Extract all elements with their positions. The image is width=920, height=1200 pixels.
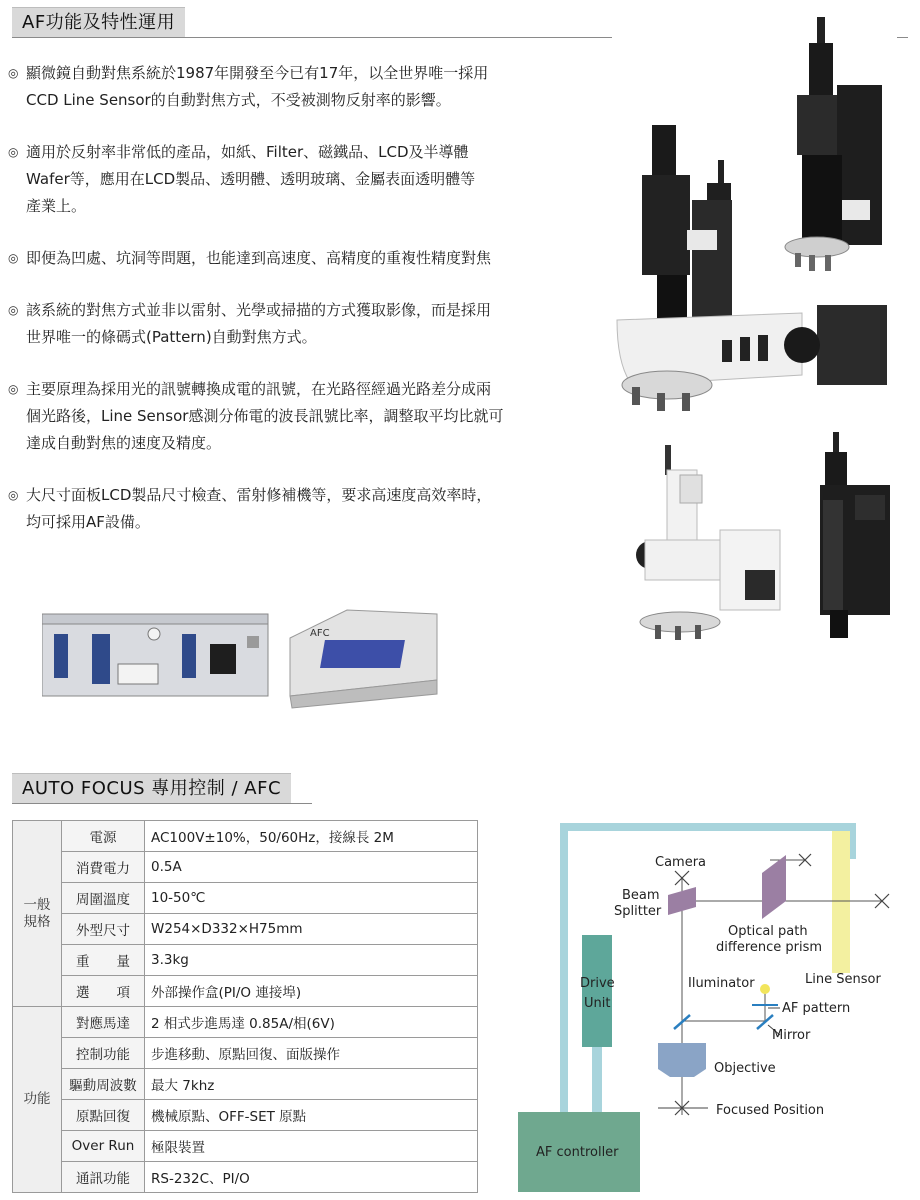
controller-label: AFC <box>310 628 330 639</box>
focused-position-label: Focused Position <box>716 1103 825 1118</box>
spec-group-label: 一般 規格 <box>13 821 62 1007</box>
beam-splitter <box>668 887 696 915</box>
spec-row <box>13 883 478 914</box>
feature-bullet <box>8 297 598 351</box>
drive-unit <box>582 935 612 1047</box>
spec-row <box>13 1069 478 1100</box>
spec-label: 消費電力 <box>62 852 145 883</box>
drive-unit-label-2: Unit <box>584 996 611 1011</box>
feature-bullet-text: 該系統的對焦方式並非以雷射、光學或掃描的方式獲取影像，而是採用 世界唯一的條碼式(Pattern)自動對焦方式。 <box>26 301 492 346</box>
microscope-photo-top <box>612 15 897 415</box>
beam-splitter-label-2: Splitter <box>614 904 662 919</box>
controller-photo <box>42 600 442 712</box>
iluminator-label: Iluminator <box>688 976 755 991</box>
spec-label: 選 項 <box>62 976 145 1007</box>
spec-value: W254×D332×H75mm <box>145 914 478 945</box>
drive-unit-label-1: Drive <box>580 976 615 991</box>
optical-path-prism <box>762 855 786 919</box>
af-controller-label: AF controller <box>536 1145 619 1160</box>
section-divider <box>12 803 312 804</box>
spec-value: RS-232C、PI/O <box>145 1162 478 1193</box>
spec-label: 控制功能 <box>62 1038 145 1069</box>
spec-value: 2 相式步進馬達 0.85A/相(6V) <box>145 1007 478 1038</box>
feature-bullet-text: 主要原理為採用光的訊號轉換成電的訊號，在光路徑經過光路差分成兩 個光路後，Line Sensor感測分佈電的波長訊號比率，調整取平均比就可 達成自動對焦的速度及精度。 <box>26 380 504 452</box>
feature-bullet <box>8 139 598 220</box>
objective-label: Objective <box>714 1061 776 1076</box>
bullet-marker-icon: ◎ <box>8 145 19 159</box>
spec-row <box>13 945 478 976</box>
spec-row <box>13 1100 478 1131</box>
spec-label: 通訊功能 <box>62 1162 145 1193</box>
spec-table <box>12 820 478 1193</box>
feature-list <box>8 60 598 561</box>
feature-bullet-text: 即便為凹處、坑洞等問題，也能達到高速度、高精度的重複性精度對焦 <box>26 249 492 267</box>
frame-top <box>560 823 850 831</box>
spec-label: 原點回復 <box>62 1100 145 1131</box>
optical-path-label-1: Optical path <box>728 924 808 939</box>
spec-row <box>13 976 478 1007</box>
spec-row <box>13 914 478 945</box>
bullet-marker-icon: ◎ <box>8 382 19 396</box>
bullet-marker-icon: ◎ <box>8 251 19 265</box>
feature-bullet <box>8 376 598 457</box>
spec-value: 機械原點、OFF-SET 原點 <box>145 1100 478 1131</box>
feature-bullet <box>8 482 598 536</box>
line-sensor-bar <box>832 831 850 973</box>
spec-group-label: 功能 <box>13 1007 62 1193</box>
section-title-text: AF功能及特性運用 <box>22 12 176 33</box>
af-pattern-label: AF pattern <box>782 1001 851 1016</box>
feature-bullet-text: 顯微鏡自動對焦系統於1987年開發至今已有17年，以全世界唯一採用 CCD Line Sensor的自動對焦方式，不受被測物反射率的影響。 <box>26 64 489 109</box>
section-title-afc <box>12 773 291 804</box>
spec-value: 0.5A <box>145 852 478 883</box>
bullet-marker-icon: ◎ <box>8 66 19 80</box>
section-title-text: AUTO FOCUS 專用控制 / AFC <box>22 778 282 799</box>
spec-label: 周圍溫度 <box>62 883 145 914</box>
feature-bullet-text: 適用於反射率非常低的產品，如紙、Filter、磁鐵品、LCD及半導體 Wafer等，應用在LCD製品、透明體、透明玻璃、金屬表面透明體等 產業上。 <box>26 143 476 215</box>
line-sensor-label: Line Sensor <box>805 972 881 987</box>
objective-lens <box>658 1043 706 1077</box>
spec-value: 3.3kg <box>145 945 478 976</box>
af-optical-diagram <box>510 815 912 1197</box>
mirror-label: Mirror <box>772 1028 811 1043</box>
spec-label: 外型尺寸 <box>62 914 145 945</box>
spec-row <box>13 1131 478 1162</box>
spec-label: Over Run <box>62 1131 145 1162</box>
spec-value: 外部操作盒(PI/O 連接埠) <box>145 976 478 1007</box>
optical-path-label-2: difference prism <box>716 940 823 955</box>
bullet-marker-icon: ◎ <box>8 303 19 317</box>
microscope-photo-bottom <box>625 430 895 645</box>
frame-left <box>560 823 568 1113</box>
feature-bullet <box>8 60 598 114</box>
spec-row <box>13 852 478 883</box>
spec-label: 電源 <box>62 821 145 852</box>
feature-bullet-text: 大尺寸面板LCD製品尺寸檢查、雷射修補機等，要求高速度高效率時， 均可採用AF設備。 <box>26 486 492 531</box>
spec-label: 重 量 <box>62 945 145 976</box>
drive-shaft <box>592 1047 602 1113</box>
spec-label: 對應馬達 <box>62 1007 145 1038</box>
feature-bullet <box>8 245 598 272</box>
spec-label: 驅動周波數 <box>62 1069 145 1100</box>
bullet-marker-icon: ◎ <box>8 488 19 502</box>
camera-label: Camera <box>655 855 707 870</box>
spec-value: 步進移動、原點回復、面版操作 <box>145 1038 478 1069</box>
spec-value: 10-50℃ <box>145 883 478 914</box>
spec-row <box>13 1162 478 1193</box>
illuminator-lamp <box>760 984 770 994</box>
spec-row <box>13 1038 478 1069</box>
spec-value: 最大 7khz <box>145 1069 478 1100</box>
beam-splitter-label-1: Beam <box>622 888 660 903</box>
spec-row <box>13 1007 478 1038</box>
section-title-af-features <box>12 7 185 38</box>
spec-value: 極限裝置 <box>145 1131 478 1162</box>
spec-row <box>13 821 478 852</box>
spec-value: AC100V±10%，50/60Hz，接線長 2M <box>145 821 478 852</box>
